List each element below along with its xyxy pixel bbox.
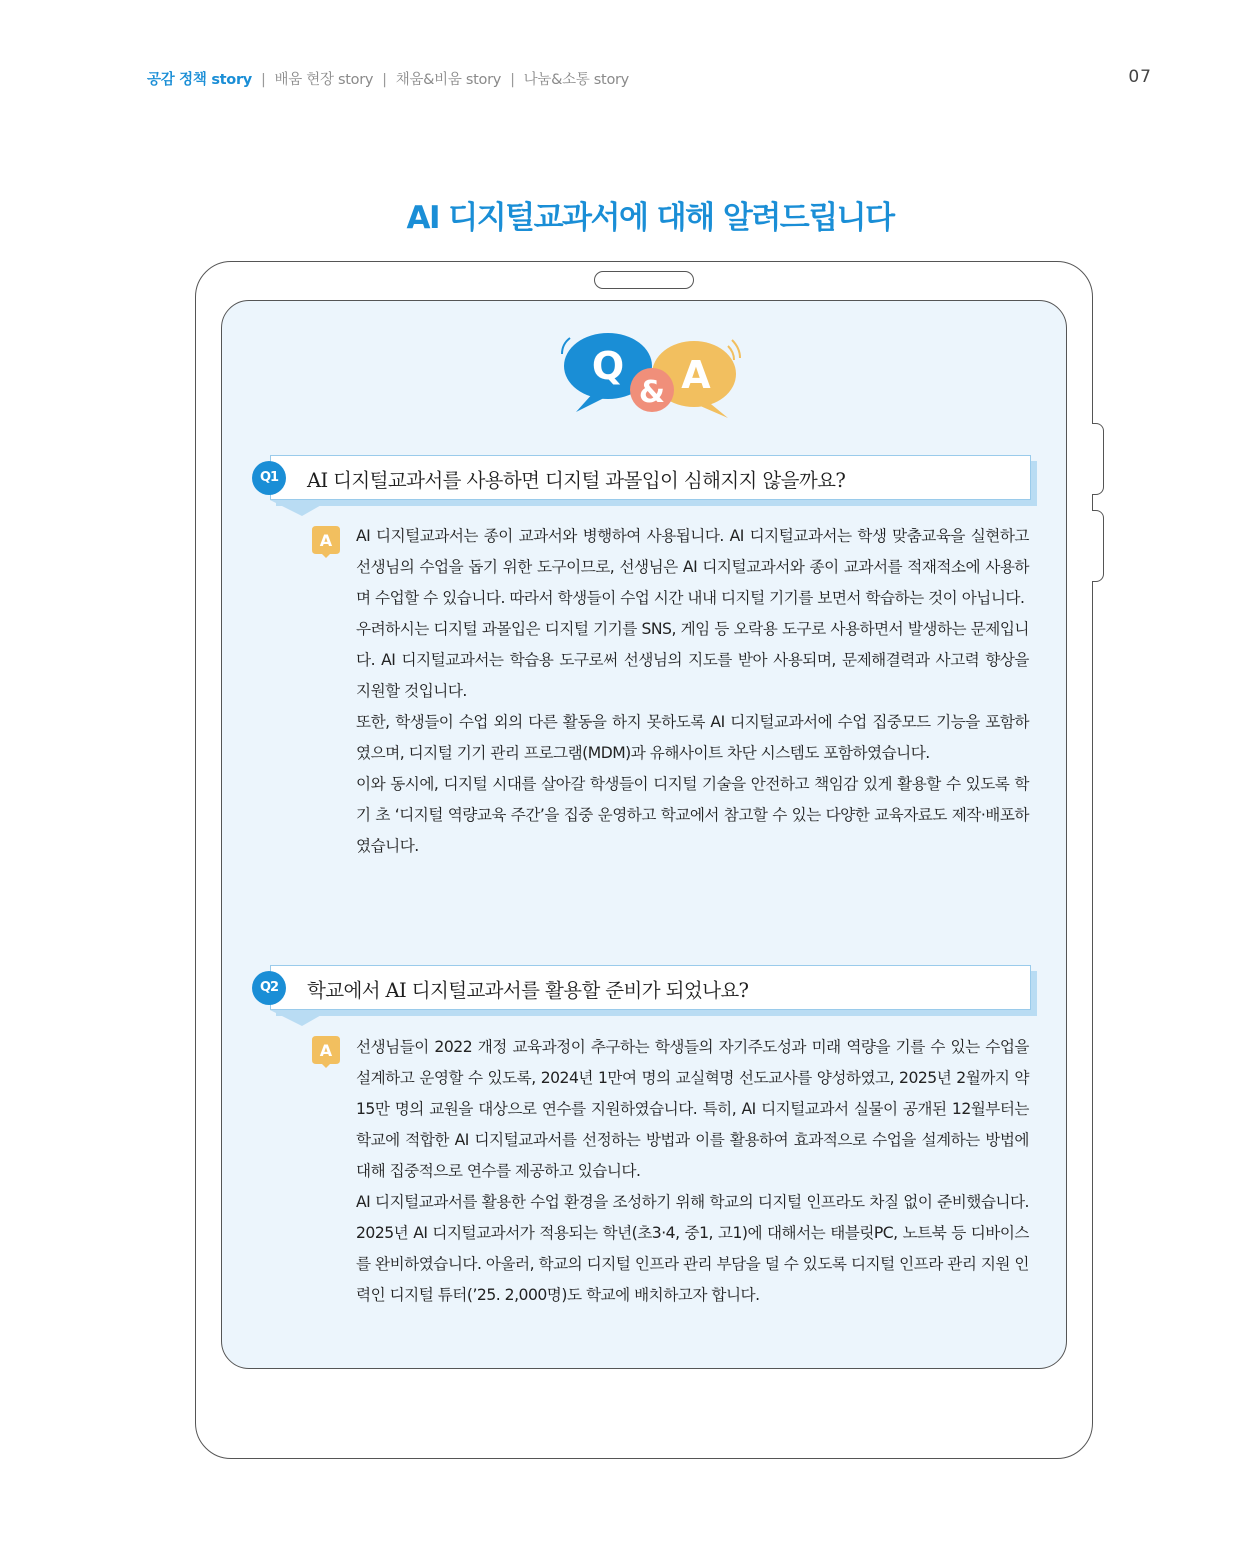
q1-label: Q1	[252, 461, 286, 495]
svg-text:A: A	[319, 531, 333, 550]
q1-answer-paragraph: AI 디지털교과서는 종이 교과서와 병행하여 사용됩니다. AI 디지털교과서는 학생 맞춤교육을 실현하고 선생님의 수업을 돕기 위한 도구이므로, 선생님은 AI 디지털교과서와 종이 교과서를 적재적소에 사용하며 수업할 수 있습니다. 따라서 학생들이 수업 시간 내내 디지털 기기를 보면서 학습하는 것이 아닙니다.	[356, 527, 1029, 607]
q1-question: AI 디지털교과서를 사용하면 디지털 과몰입이 심해지지 않을까요?	[307, 469, 846, 492]
logo-q-letter: Q	[591, 344, 625, 388]
q2-answer	[356, 1032, 1029, 1311]
q2-label: Q2	[252, 971, 286, 1005]
tablet-camera-slot	[594, 271, 694, 289]
logo-a-letter: A	[681, 353, 711, 397]
q2-question: 학교에서 AI 디지털교과서를 활용할 준비가 되었나요?	[307, 979, 749, 1002]
nav-item-field[interactable]: 배움 현장 story	[274, 72, 374, 88]
tablet-side-button-lower	[1092, 510, 1104, 582]
q1-box-tail	[270, 500, 330, 520]
nav-item-share[interactable]: 나눔&소통 story	[523, 72, 629, 88]
answer-badge-icon	[312, 1036, 340, 1068]
page-number: 07	[1128, 67, 1152, 87]
nav-separator: |	[260, 72, 266, 88]
svg-text:A: A	[319, 1041, 333, 1060]
nav-item-fill-empty[interactable]: 채움&비움 story	[395, 72, 502, 88]
qa-logo	[556, 328, 746, 420]
nav-item-policy[interactable]: 공감 정책 story	[147, 72, 252, 88]
q1-answer-paragraph: 또한, 학생들이 수업 외의 다른 활동을 하지 못하도록 AI 디지털교과서에 수업 집중모드 기능을 포함하였으며, 디지털 기기 관리 프로그램(MDM)과 유해사이트 차단 시스템도 포함하였습니다.	[356, 713, 1029, 762]
section-nav	[147, 68, 629, 89]
q1-answer-paragraph: 우려하시는 디지털 과몰입은 디지털 기기를 SNS, 게임 등 오락용 도구로 사용하면서 발생하는 문제입니다. AI 디지털교과서는 학습용 도구로써 선생님의 지도를 받아 사용되며, 문제해결력과 사고력 향상을 지원할 것입니다.	[356, 620, 1029, 700]
nav-separator: |	[382, 72, 387, 88]
nav-separator: |	[510, 72, 515, 88]
q2-box-tail	[270, 1010, 330, 1030]
q1-answer	[356, 521, 1029, 862]
q1-answer-paragraph: 이와 동시에, 디지털 시대를 살아갈 학생들이 디지털 기술을 안전하고 책임감 있게 활용할 수 있도록 학기 초 ‘디지털 역량교육 주간’을 집중 운영하고 학교에서 참고할 수 있는 다양한 교육자료도 제작·배포하였습니다.	[356, 775, 1029, 855]
answer-badge-icon	[312, 526, 340, 558]
tablet-side-button-upper	[1092, 423, 1104, 495]
logo-amp: &	[638, 375, 666, 410]
q2-answer-paragraph: 선생님들이 2022 개정 교육과정이 추구하는 학생들의 자기주도성과 미래 역량을 기를 수 있는 수업을 설계하고 운영할 수 있도록, 2024년 1만여 명의 교실혁명 선도교사를 양성하였고, 2025년 2월까지 약 15만 명의 교원을 대상으로 연수를 지원하였습니다. 특히, AI 디지털교과서 실물이 공개된 12월부터는 학교에 적합한 AI 디지털교과서를 선정하는 방법과 이를 활용하여 효과적으로 수업을 설계하는 방법에 대해 집중적으로 연수를 제공하고 있습니다.	[356, 1038, 1029, 1180]
page-title: AI 디지털교과서에 대해 알려드립니다	[406, 200, 894, 236]
q2-answer-paragraph: AI 디지털교과서를 활용한 수업 환경을 조성하기 위해 학교의 디지털 인프라도 차질 없이 준비했습니다. 2025년 AI 디지털교과서가 적용되는 학년(초3·4, 중1, 고1)에 대해서는 태블릿PC, 노트북 등 디바이스를 완비하였습니다. 아울러, 학교의 디지털 인프라 관리 부담을 덜 수 있도록 디지털 인프라 관리 지원 인력인 디지털 튜터(’25. 2,000명)도 학교에 배치하고자 합니다.	[356, 1193, 1029, 1304]
